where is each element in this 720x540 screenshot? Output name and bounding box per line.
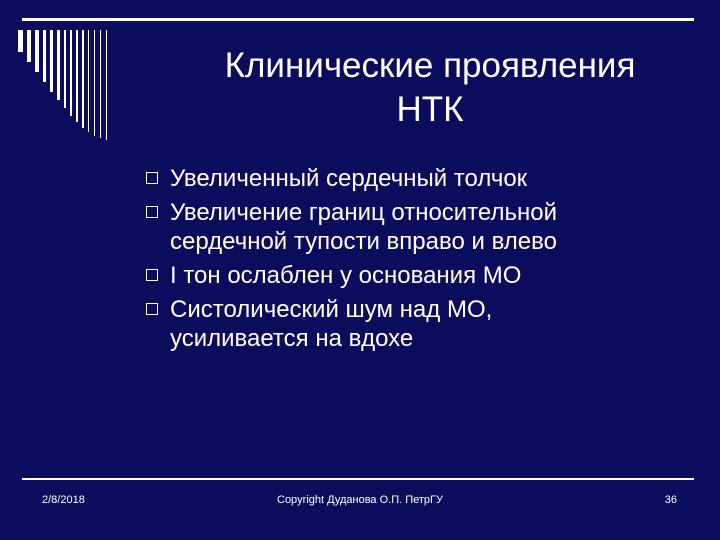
footer-copyright: Copyright Дуданова О.П. ПетрГУ (277, 494, 443, 506)
title-line-1: Клинические проявления (224, 46, 636, 85)
hollow-square-icon (146, 206, 158, 218)
bullet-text: I тон ослаблен у основания МО (170, 262, 522, 289)
bullet-item (146, 295, 706, 353)
hollow-square-icon (146, 303, 158, 315)
bullet-text: Увеличение границ относительной сердечной тупости вправо и влево (170, 199, 557, 255)
hollow-square-icon (146, 269, 158, 281)
hollow-square-icon (146, 172, 158, 184)
bullet-text: Увеличенный сердечный толчок (170, 165, 528, 192)
bullet-item (146, 261, 706, 290)
page-number: 36 (664, 494, 677, 506)
slide-title (150, 44, 710, 132)
bullet-item (146, 198, 706, 256)
footer-date: 2/8/2018 (42, 494, 85, 506)
top-rule (22, 18, 694, 21)
bullet-item (146, 164, 706, 193)
bullet-text: Систолический шум над МО, усиливается на вдохе (170, 296, 493, 352)
title-line-2: НТК (396, 90, 464, 129)
footer-rule (22, 478, 694, 480)
bullet-list (146, 164, 706, 358)
decorative-stripes (18, 30, 128, 140)
